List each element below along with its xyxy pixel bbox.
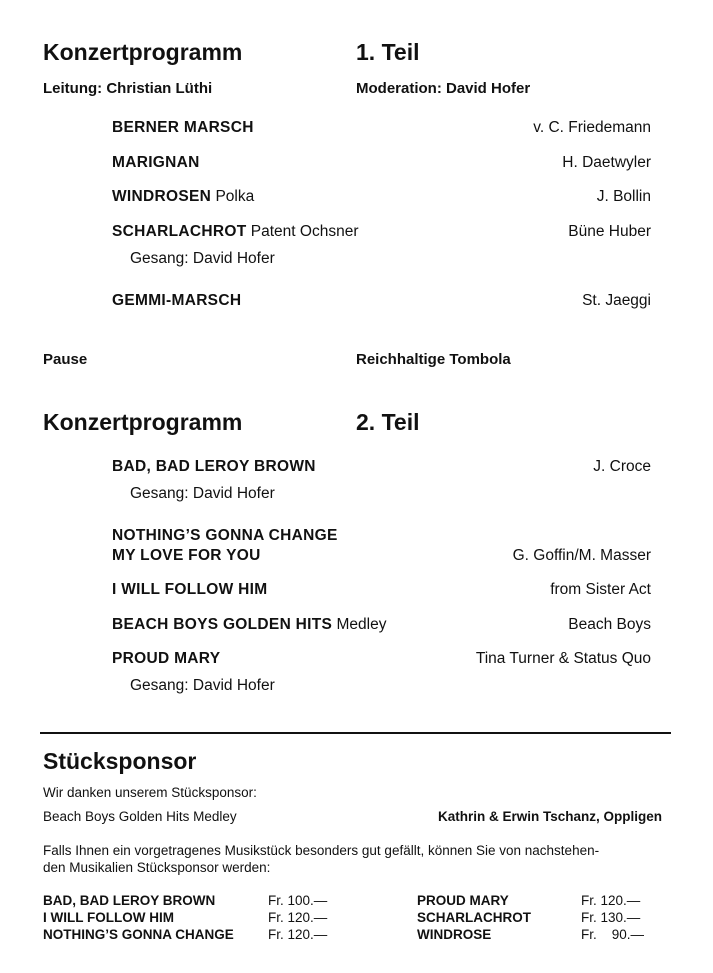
piece-title: SCHARLACHROT [112, 223, 247, 240]
program-item-title [112, 154, 200, 172]
composer: J. Bollin [596, 188, 651, 205]
part1-part-label: 1. Teil [356, 39, 420, 65]
piece-genre: Medley [332, 616, 387, 633]
program-item-title [112, 616, 386, 634]
section-divider [40, 732, 671, 734]
composer: H. Daetwyler [562, 154, 651, 171]
part2-heading: Konzertprogramm [43, 409, 243, 435]
price-item-title: BAD, BAD LEROY BROWN [43, 893, 216, 908]
leitung: Leitung: Christian Lüthi [43, 80, 213, 97]
piece-title: BERNER MARSCH [112, 119, 254, 136]
pause-label: Pause [43, 351, 88, 368]
program-item-title-line2 [112, 547, 261, 565]
sponsor-heading: Stücksponsor [43, 748, 197, 774]
piece-title: GEMMI-MARSCH [112, 292, 242, 309]
price-value: Fr. 100.— [268, 893, 328, 908]
price-value: Fr. 90.— [581, 927, 645, 942]
composer: G. Goffin/M. Masser [512, 547, 651, 564]
program-item-title [112, 581, 267, 599]
sponsor-name: Kathrin & Erwin Tschanz, Oppligen [437, 809, 662, 824]
piece-title: I WILL FOLLOW HIM [112, 581, 268, 598]
composer: Beach Boys [568, 616, 651, 633]
composer: J. Croce [593, 458, 651, 475]
program-item-title [112, 527, 338, 545]
price-item-title: NOTHING’S GONNA CHANGE [43, 927, 234, 942]
piece-title: BAD, BAD LEROY BROWN [112, 458, 316, 475]
price-item-title: I WILL FOLLOW HIM [43, 910, 174, 925]
piece-title: PROUD MARY [112, 650, 221, 667]
composer: Tina Turner & Status Quo [475, 650, 651, 667]
price-item-title: PROUD MARY [417, 893, 509, 908]
price-item-title: SCHARLACHROT [417, 910, 531, 925]
moderation: Moderation: David Hofer [356, 80, 531, 97]
piece-title: BEACH BOYS GOLDEN HITS [112, 616, 333, 633]
program-item-title [112, 119, 254, 137]
vocal-note: Gesang: David Hofer [130, 250, 275, 267]
piece-genre: Polka [211, 188, 255, 205]
piece-title: MY LOVE FOR YOU [112, 547, 261, 564]
piece-title: WINDROSEN [112, 188, 212, 205]
vocal-note: Gesang: David Hofer [130, 485, 275, 502]
price-item-title: WINDROSE [417, 927, 492, 942]
program-item-title [112, 188, 254, 206]
piece-title: MARIGNAN [112, 154, 200, 171]
vocal-note: Gesang: David Hofer [130, 677, 275, 694]
price-value: Fr. 130.— [581, 910, 641, 925]
price-value: Fr. 120.— [268, 927, 328, 942]
program-item-title [112, 223, 359, 241]
sponsor-thanks: Wir danken unserem Stücksponsor: [43, 785, 257, 800]
sponsor-info-line1: Falls Ihnen ein vorgetragenes Musikstück besonders gut gefällt, können Sie von nachstehen- [43, 843, 600, 858]
composer: v. C. Friedemann [533, 119, 651, 136]
program-item-title [112, 292, 241, 310]
composer: Büne Huber [568, 223, 651, 240]
tombola-label: Reichhaltige Tombola [356, 351, 511, 368]
part2-part-label: 2. Teil [356, 409, 420, 435]
price-value: Fr. 120.— [581, 893, 641, 908]
composer: St. Jaeggi [582, 292, 651, 309]
piece-genre: Patent Ochsner [246, 223, 359, 240]
sponsored-piece: Beach Boys Golden Hits Medley [43, 809, 237, 824]
part1-heading: Konzertprogramm [43, 39, 243, 65]
program-item-title [112, 458, 316, 476]
program-item-title [112, 650, 220, 668]
composer: from Sister Act [550, 581, 651, 598]
price-value: Fr. 120.— [268, 910, 328, 925]
piece-title: NOTHING’S GONNA CHANGE [112, 527, 338, 544]
sponsor-info-line2: den Musikalien Stücksponsor werden: [43, 860, 271, 875]
